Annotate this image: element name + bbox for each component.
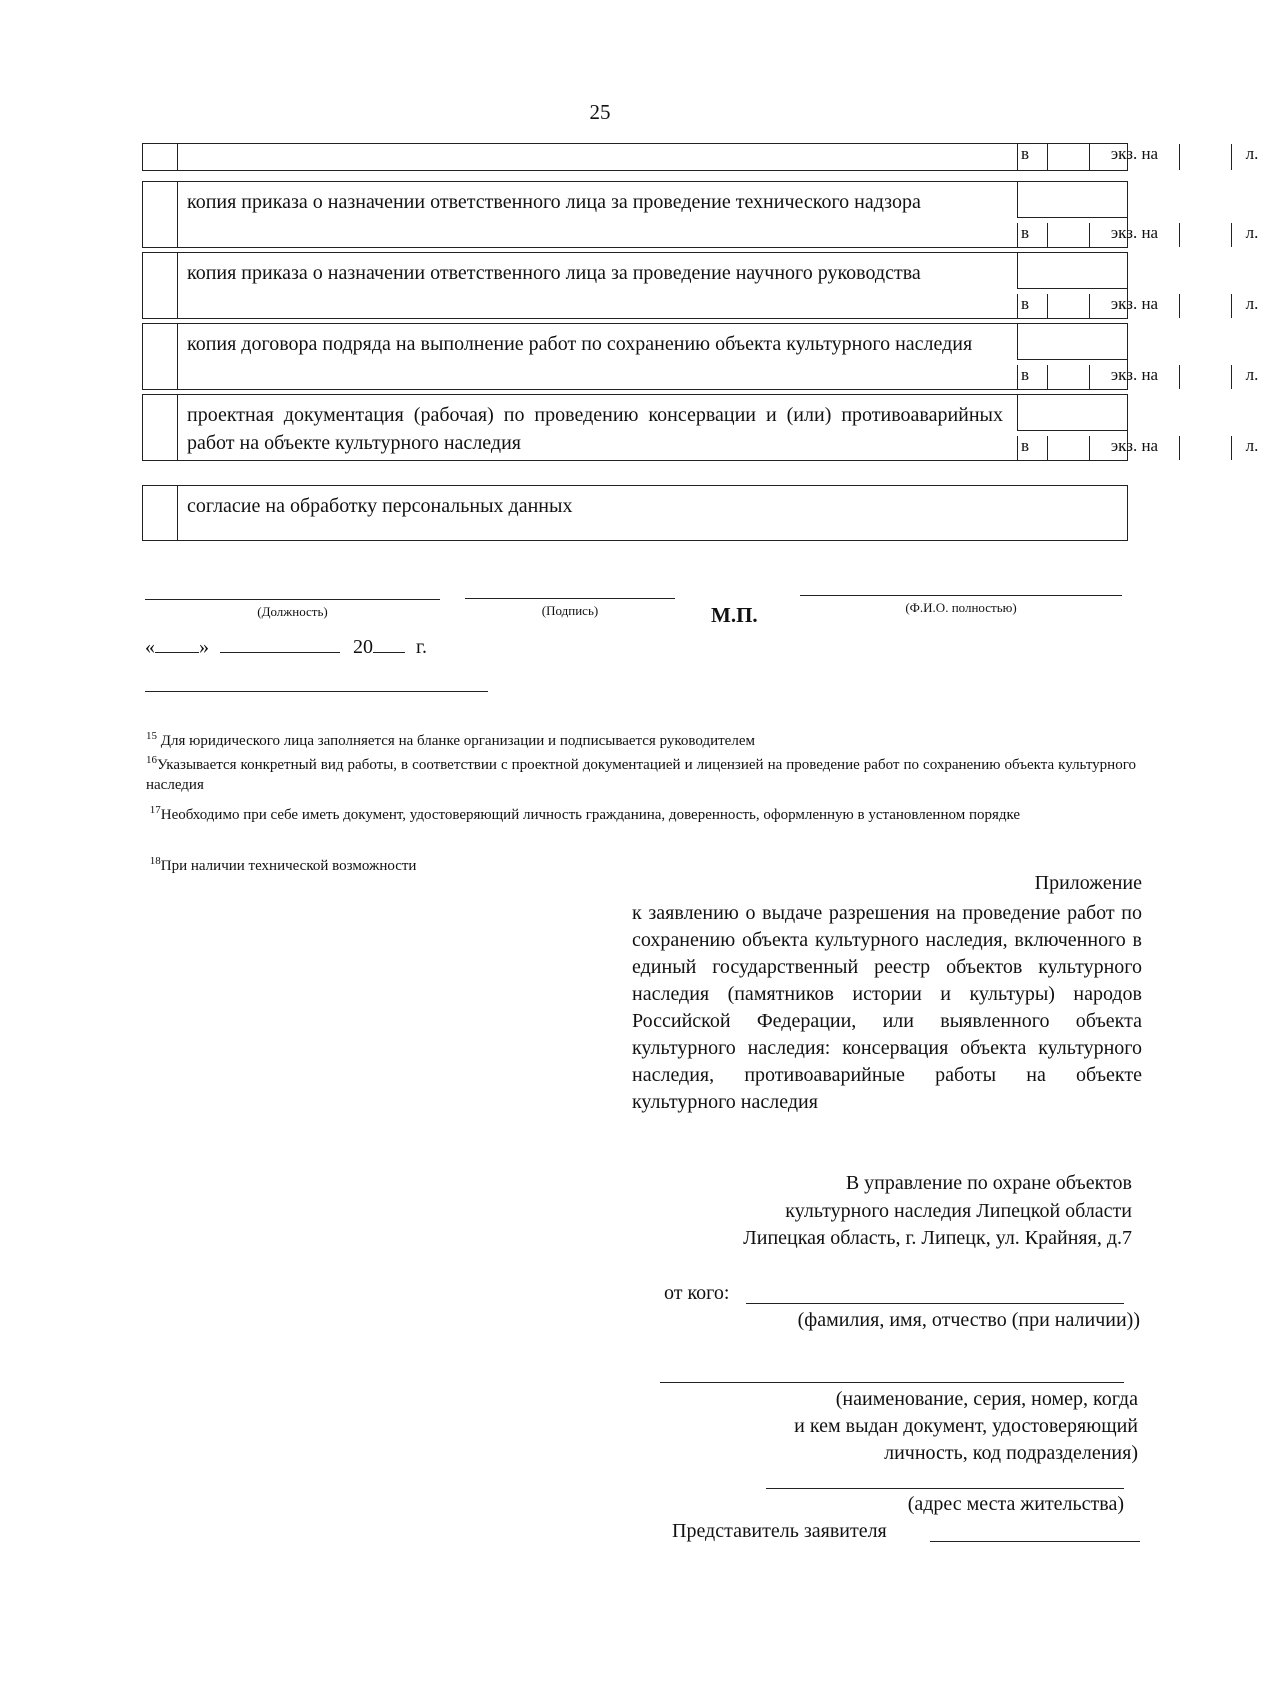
cell-v: в — [1018, 436, 1048, 460]
cell-ekz: экз. на — [1090, 365, 1180, 389]
representative-label: Представитель заявителя — [672, 1520, 887, 1542]
stamp-label: М.П. — [711, 603, 758, 627]
copies-count-field[interactable] — [1048, 144, 1090, 170]
row-checkbox[interactable] — [143, 486, 178, 540]
year-suffix: г. — [416, 636, 427, 658]
row-checkbox[interactable] — [143, 182, 178, 247]
cell-ekz: экз. на — [1090, 144, 1180, 170]
footnote-number: 15 — [146, 730, 157, 742]
addressee-line-2: культурного наследия Липецкой области — [785, 1200, 1132, 1222]
id-doc-caption-3: личность, код подразделения) — [884, 1442, 1138, 1464]
doc-row — [142, 181, 1259, 248]
copies-cells — [1017, 294, 1259, 318]
position-line[interactable] — [145, 599, 440, 600]
year-prefix: 20 — [353, 636, 373, 658]
cell-l: л. — [1245, 144, 1259, 163]
cell-v: в — [1018, 144, 1048, 170]
cell-l: л. — [1245, 365, 1259, 384]
sheets-count-field[interactable] — [1180, 144, 1232, 170]
id-doc-caption-1: (наименование, серия, номер, когда — [835, 1388, 1138, 1410]
copies-cells — [1017, 436, 1259, 460]
row-checkbox[interactable] — [143, 253, 178, 318]
sheets-count-field[interactable] — [1180, 294, 1232, 318]
representative-line[interactable] — [930, 1541, 1140, 1542]
doc-row-continuation — [142, 143, 1259, 171]
addressee-line-1: В управление по охране объектов — [845, 1172, 1132, 1194]
cell-l: л. — [1245, 223, 1259, 242]
doc-row — [142, 252, 1259, 319]
cell-l: л. — [1245, 436, 1259, 455]
doc-description: согласие на обработку персональных данных — [187, 495, 573, 517]
address-caption: (адрес места жительства) — [907, 1493, 1124, 1515]
copies-count-field[interactable] — [1048, 365, 1090, 389]
footnote-text: При наличии технической возможности — [160, 858, 417, 874]
row-checkbox[interactable] — [143, 144, 178, 170]
footnote-text: Необходимо при себе иметь документ, удостоверяющий личность гражданина, доверенность, оформленную в установленном порядке — [160, 807, 1021, 823]
cell-ekz: экз. на — [1090, 294, 1180, 318]
footnote-text: Указывается конкретный вид работы, в соответствии с проектной документацией и лицензией на проведение работ по сохранению объекта культурного наследия — [146, 757, 1136, 793]
year-field[interactable] — [373, 638, 405, 653]
row-checkbox[interactable] — [143, 324, 178, 389]
date-open-quote: « — [145, 636, 155, 658]
page-number: 25 — [589, 100, 611, 124]
copies-cells — [1017, 365, 1259, 389]
name-caption: (фамилия, имя, отчество (при наличии)) — [797, 1309, 1140, 1331]
address-line[interactable] — [766, 1488, 1124, 1489]
cell-v: в — [1018, 365, 1048, 389]
fio-line[interactable] — [800, 595, 1122, 596]
doc-row — [142, 394, 1259, 461]
footnote-15 — [146, 726, 1136, 751]
fio-caption: (Ф.И.О. полностью) — [905, 600, 1017, 615]
id-doc-caption-2: и кем выдан документ, удостоверяющий — [794, 1415, 1138, 1437]
sheets-count-field[interactable] — [1180, 436, 1232, 460]
appendix-title: Приложение — [1034, 872, 1142, 894]
appendix-text: к заявлению о выдаче разрешения на проведение работ по сохранению объекта культурного наследия, включенного в единый государственный реестр объектов культурного наследия (памятников истории и культуры) народов Российской Федерации, или выявленного объекта культурного наследия: консервация объекта культурного наследия, противоаварийные работы на объекте культурного наследия — [632, 902, 1142, 1113]
cell-l: л. — [1245, 294, 1259, 313]
from-name-line[interactable] — [746, 1303, 1124, 1304]
cell-v: в — [1018, 223, 1048, 247]
copies-count-field[interactable] — [1048, 294, 1090, 318]
doc-description: проектная документация (рабочая) по проведению консервации и (или) противоаварийных работ на объекте культурного наследия — [187, 404, 1003, 454]
signature-line[interactable] — [465, 598, 675, 599]
footnote-17 — [146, 800, 1136, 825]
position-caption: (Должность) — [257, 604, 328, 619]
sheets-count-field[interactable] — [1180, 365, 1232, 389]
signature-caption: (Подпись) — [541, 603, 599, 618]
month-field[interactable] — [220, 638, 340, 653]
from-label: от кого: — [664, 1282, 730, 1304]
cell-v: в — [1018, 294, 1048, 318]
copies-cells — [1017, 223, 1259, 247]
doc-description: копия договора подряда на выполнение работ по сохранению объекта культурного наследия — [187, 333, 973, 355]
id-document-line[interactable] — [660, 1382, 1124, 1383]
day-field[interactable] — [155, 638, 199, 653]
copies-count-field[interactable] — [1048, 223, 1090, 247]
date-field — [145, 636, 427, 659]
copies-cells — [1017, 144, 1259, 170]
doc-description: копия приказа о назначении ответственного лица за проведение технического надзора — [187, 191, 921, 213]
footnote-number: 18 — [149, 855, 161, 867]
addressee-line-3: Липецкая область, г. Липецк, ул. Крайняя, д.7 — [743, 1227, 1132, 1249]
date-close-quote: » — [199, 636, 209, 658]
footnote-number: 17 — [149, 804, 161, 816]
sheets-count-field[interactable] — [1180, 223, 1232, 247]
cell-ekz: экз. на — [1090, 223, 1180, 247]
footnote-number: 16 — [146, 754, 157, 766]
copies-count-field[interactable] — [1048, 436, 1090, 460]
doc-row — [142, 323, 1259, 390]
footnote-16 — [146, 750, 1136, 795]
row-checkbox[interactable] — [143, 395, 178, 460]
footnote-text: Для юридического лица заполняется на бланке организации и подписывается руководителем — [160, 733, 755, 749]
extra-line[interactable] — [145, 691, 488, 692]
doc-description: копия приказа о назначении ответственного лица за проведение научного руководства — [187, 262, 921, 284]
doc-row-consent — [142, 485, 1128, 541]
cell-ekz: экз. на — [1090, 436, 1180, 460]
